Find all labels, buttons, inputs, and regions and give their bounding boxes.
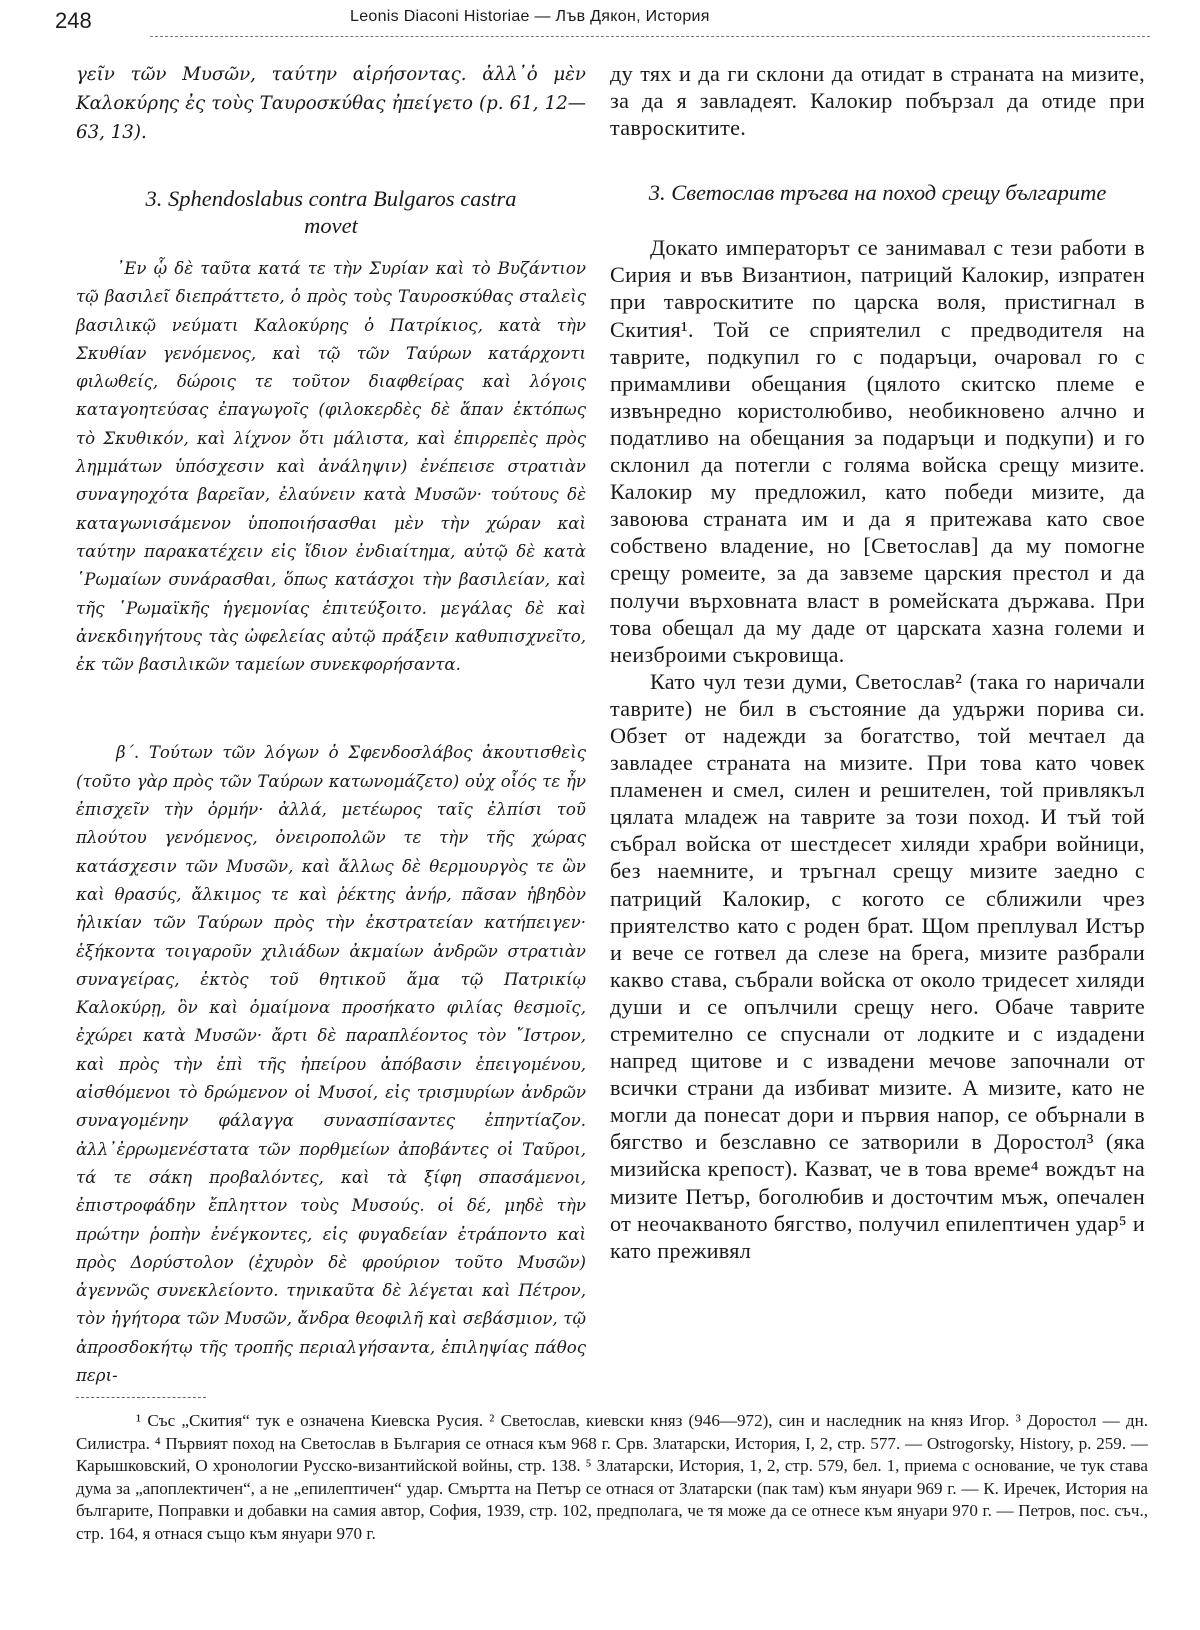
- bulgarian-section-heading: 3. Светослав тръгва на поход срещу българите: [648, 180, 1107, 206]
- bulgarian-column: [610, 60, 1145, 1264]
- greek-top-text: γεῖν τῶν Μυσῶν, ταύτην αἱρήσοντας. ἀλλ᾽ὁ μὲν Καλοκύρης ἐς τοὺς Ταυροσκύθας ἠπείγετο (p. 61, 12—63, 13).: [76, 64, 586, 143]
- page-number: 248: [55, 8, 92, 33]
- greek-paragraph-1: ᾿Εν ᾧ δὲ ταῦτα κατά τε τὴν Συρίαν καὶ τὸ Βυζάντιον τῷ βασιλεῖ διεπράττετο, ὁ πρὸς τοὺς Ταυροσκύθας σταλεὶς βασιλικῷ νεύματι Καλοκύρης ὁ Πατρίκιος, κατὰ τὴν Σκυθίαν γενόμενος, καὶ τῷ τῶν Ταύρων κατάρχοντι φιλωθείς, δώροις τε τοῦτον διαφθείρας καὶ λόγοις καταγοητεύσας ἐπαγωγοῖς (φιλοκερδὲς δὲ ἅπαν ἐκτόπως τὸ Σκυθικόν, καὶ λίχνον ὅτι μάλιστα, καὶ ἐπιρρεπὲς πρὸς λημμάτων ὑπόσχεσιν καὶ ἀνάληψιν) ἐνέπεισε στρατιὰν συναγηοχότα βαρεῖαν, ἐλαύνειν κατὰ Μυσῶν· τούτους δὲ καταγωνισάμενον ὑποποιήσασθαι μὲν τὴν χώραν καὶ ταύτην παρακατέχειν εἰς ἴδιον ἐνδιαίτημα, αὐτῷ δὲ κατὰ ῾Ρωμαίων συνάρασθαι, ὅπως κατάσχοι τὴν βασιλείαν, καὶ τῆς ῾Ρωμαϊκῆς ἡγεμονίας ἐπιτεύξοιτο. μεγάλας δὲ καὶ ἀνεκδιηγήτους τὰς ὠφελείας αὐτῷ πράξειν καθυπισχνεῖτο, ἐκ τῶν βασιλικῶν ταμείων συνεκφορήσαντα.: [76, 259, 586, 675]
- bulgarian-paragraph-2: Като чул тези думи, Светослав² (така го наричали таврите) не бил в състояние да удържи порива си. Обзет от надежди за богатство, той мечтаел да завладее страната на мизите. При това като човек пламенен и смел, силен и решителен, той привлякъл цялата младеж на таврите за този поход. И тъй той събрал войска от шестдесет хиляди храбри войници, без наемните, и тръгнал срещу мизите заедно с патриций Калокир, с когото се сближили чрез приятелство като с роден брат. Щом преплувал Истър и вече се готвел да слезе на брега, мизите разбрали какво става, събрали войска от около тридесет хиляди души и се опълчили срещу него. Обаче таврите стремително се спуснали от лодките и с издадени напред щитове и с извадени мечове започнали от всички страни да избиват мизите. А мизите, като не могли да понесат дори и първия напор, се обърнали в бягство и безславно се затворили в Доростол³ (яка мизийска крепост). Казват, че в това време⁴ вождът на мизите Петър, боголюбив и досточтим мъж, опечален от неочакваното бягство, получил епилептичен удар⁵ и като преживял: [610, 668, 1145, 1263]
- footnote-text: ¹ Със „Скития“ тук е означена Киевска Русия. ² Светослав, киевски княз (946—972), син и наследник на княз Игор. ³ Доростол — дн. Силистра. ⁴ Първият поход на Светослав в България се отнася към 968 г. Срв. Златарски, История, I, 2, стр. 577. — Ostrogorsky, History, p. 259. — Карышковский, О хронологии Русско-византийской войны, стр. 138. ⁵ Златарски, История, 1, 2, стр. 579, бел. 1, приема с основание, че тук става дума за „апоплектичен“, а не „епилептичен“ удар. Смъртта на Петър се отнася от Златарски (пак там) към януари 969 г. — К. Иречек, История на българите, Поправки и добавки на самия автор, София, 1939, стр. 102, предполага, че тя може да се отнесе към януари 970 г. — Петров, пос. съч., стр. 164, я отнася също към януари 970 г.: [76, 1411, 1148, 1543]
- bulgarian-top-text: ду тях и да ги склони да отидат в страната на мизите, за да я завладеят. Калокир побързал да отиде при тавроскитите.: [610, 61, 1145, 141]
- footnote-rule: [76, 1397, 206, 1398]
- greek-paragraph-2: β´. Τούτων τῶν λόγων ὁ Σφενδοσλάβος ἀκουτισθεὶς (τοῦτο γὰρ πρὸς τῶν Ταύρων κατωνομάζετο) οὐχ οἷός τε ἦν ἐπισχεῖν τὴν ὁρμήν· ἀλλά, μετέωρος ταῖς ἐλπίσι τοῦ πλούτου γενόμενος, ὀνειροπολῶν τε τὴν τῆς χώρας κατάσχεσιν τῶν Μυσῶν, καὶ ἄλλως δὲ θερμουργὸς τε ὢν καὶ θρασύς, ἄλκιμος τε καὶ ῥέκτης ἀνήρ, πᾶσαν ἡβηδὸν ἡλικίαν τῶν Ταύρων πρὸς τὴν ἐκστρατείαν κατήπειγεν· ἑξήκοντα τοιγαροῦν χιλιάδων ἀκμαίων ἀνδρῶν στρατιὰν συναγείρας, ἐκτὸς τοῦ θητικοῦ ἅμα τῷ Πατρικίῳ Καλοκύρῃ, ὃν καὶ ὁμαίμονα προσήκατο φιλίας θεσμοῖς, ἐχώρει κατὰ Μυσῶν· ἄρτι δὲ παραπλέοντος τὸν ῎Ιστρον, καὶ πρὸς τὴν ἐπὶ τῆς ἠπείρου ἀπόβασιν ἐπειγομένου, αἰσθόμενοι τὸ δρώμενον οἱ Μυσοί, εἰς τρισμυρίων ἀνδρῶν συναγομένην φάλαγγα συνασπίσαντες ἐπηντίαζον. ἀλλ᾽ἐρρωμενέστατα τῶν πορθμείων ἀποβάντες οἱ Ταῦροι, τά τε σάκη προβαλόντες, καὶ τὰ ξίφη σπασάμενοι, ἐπιστροφάδην ἔπληττον τοὺς Μυσούς. οἱ δέ, μηδὲ τὴν πρώτην ῥοπὴν ἐνέγκοντες, εἰς φυγαδείαν ἐτράποντο καὶ πρὸς Δορύστολον (ἐχυρὸν δὲ φρούριον τοῦτο Μυσῶν) ἀγεννῶς συνεκλείοντο. τηνικαῦτα δὲ λέγεται καὶ Πέτρον, τὸν ἡγήτορα τῶν Μυσῶν, ἄνδρα θεοφιλῆ καὶ σεβάσμιον, τῷ ἀπροσδοκήτῳ τῆς τροπῆς περιαλγήσαντα, ἐπιληψίας πάθος περι-: [76, 743, 586, 1385]
- footnotes: [76, 1410, 1148, 1545]
- greek-column: [76, 60, 586, 1390]
- running-head: Leonis Diaconi Historiae — Лъв Дякон, История: [350, 8, 710, 25]
- bulgarian-paragraph-1: Докато императорът се занимавал с тези работи в Сирия и във Византион, патриций Калокир, изпратен при тавроскитите по царска воля, пристигнал в Скития¹. Той се сприятелил с предводителя на таврите, подкупил го с подаръци, очаровал го с примамливи обещания (цялото скитско племе е извънредно користолюбиво, необикновено алчно и податливо на обещания за подаръци и подкупи) и го склонил да потегли с голяма войска срещу мизите. Калокир му предложил, като победи мизите, да завоюва страната им и да я притежава като свое собствено владение, но [Светослав] да му помогне срещу ромеите, за да завземе царския престол и да получи върховната власт в ромейската държава. При това обещал да му даде от царската хазна големи и неизброими съкровища.: [610, 235, 1145, 667]
- page-header: [55, 4, 1155, 38]
- latin-section-heading: 3. Sphendoslabus contra Bulgaros castra movet: [145, 186, 517, 238]
- header-rule: [150, 36, 1150, 37]
